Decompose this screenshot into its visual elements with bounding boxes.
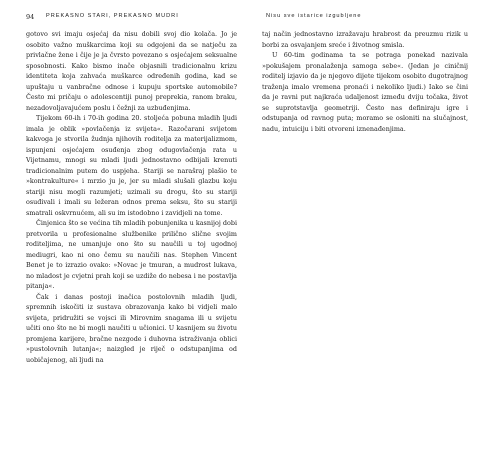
page-number: 94 [26, 13, 35, 21]
running-title-left: PREKASNO STARI, PREKASNO MUDRI [46, 13, 179, 19]
left-column [26, 29, 237, 365]
running-title-right: Nisu sve istarice izgubljene [266, 13, 362, 19]
paragraph: U 60-tim godinama ta se potraga ponekad nazivala »pokušajem pronalaženja samoga sebe«. (Jedan je ciničnij roditelj izjavio da je njegovo dijete tijekom osobito dugotrajnog traženja imalo vremena pronaći i nekoliko ljudi.) Iako se čini da je ravni put najkraća udaljenost između dviju točaka, život se suprotstavlja geometriji. Često nas definiraju igre i odstupanja od ravnog puta; moramo se osloniti na slučajnost, nadu, intuiciju i biti otvoreni iznenađenjima. [262, 51, 468, 133]
paragraph: gotovo svi imaju osjećaj da nisu dobili svoj dio kolača. Jo je osobito važno muškarcima koji su odgojeni da se natječu za privlačne žene i čije je ja čvrsto povezano s osjećajem seksualne sposobnosti. Kako bismo inače objasnili tradicionalnu krizu identiteta koja zahvaća muškarce određenih godina, kad se upuštaju u vanbračne odnose i kupuju sportske automobile? Često mi pričaju o adolescentiji punoj preprekia, ranom braku, nezadovoljavajućem poslu i čežnji za uzbuđenjima. [26, 30, 237, 112]
right-column [262, 29, 468, 134]
paragraph: Činjenica što se većina tih mladih pobunjenika u kasnijoj dobi pretvorila u profesionalne službenike prilično slične svojim roditeljima, ne umanjuje ono što su naučili u toj ugodnoj mediugri, kao ni ono čemu su naučili nas. Stephen Vincent Benet je to izrazio ovako: »Novac je tmuran, a mudrost lukava, no mladost je cvjetni prah koji se uzdiže do nebesa i ne postavlja pitanja«. [26, 219, 237, 290]
paragraph: Čak i danas postoji inačica postolovnih mladih ljudi, spremnih iskočiti iz sustava obrazovanja kako bi vidjeli malo svijeta, pridružiti se vojsci ili Mirovnim snagama ili u svijetu učiti ono što ne bi mogli naučiti u učionici. U kasnijem su životu promjena karijere, bračne nezgode i duhovna istraživanja oblici »pustolovnih lutanja«; naizgled je riječ o odstupanjima od uobičajenog, ali ljudi na [26, 292, 237, 364]
paragraph: Tijekom 60-ih i 70-ih godina 20. stoljeća pobuna mladih ljudi imala je oblik »povlačenja iz svijeta«. Razočarani svijetom kakvoga je stvorila žudnja njihovih roditelja za materijalizmom, ispunjeni osjećajem osuđenja zbog odugovlačenja rata u Vijetnamu, mnogi su mladi ljudi jednostavno odbijali krenuti tradicionalnim putem do uspjeha. Stariji se narašraj plašio te »kontrakulture« i mrzio ju je, jer su mladi slušali glazbu koju stariji nisu mogli razumjeti; uzimali su drogu, što su stariji osuđivali i imali su ležeran odnos prema seksu, što su stariji smatrali oskvrnućem, ali su im istodobno i zavidjeli na tome. [26, 114, 237, 217]
paragraph: taj način jednostavno izražavaju hrabrost da preuzmu rizik u borbi za osvajanjem sreće i životnog smisla. [262, 30, 468, 49]
